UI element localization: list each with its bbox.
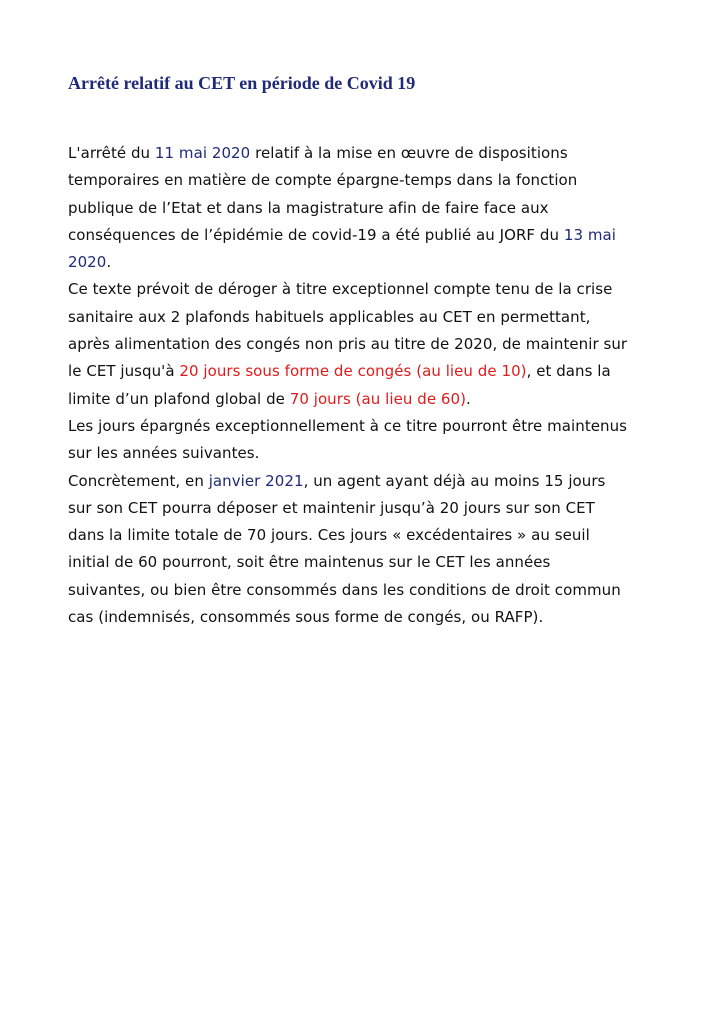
emphasis-highlight: 70 jours (au lieu de 60)	[289, 389, 467, 408]
text-segment: conséquences de l’épidémie de covid-19 a été publié au JORF du	[68, 225, 564, 244]
article-body	[68, 140, 668, 631]
text-segment: sur son CET pourra déposer et maintenir jusqu’à 20 jours sur son CET	[68, 498, 595, 517]
date-highlight: 2020	[68, 253, 107, 272]
text-segment: Les jours épargnés exceptionnellement à ce titre pourront être maintenus	[68, 416, 628, 435]
text-segment: relatif à la mise en œuvre de dispositions	[250, 144, 568, 162]
text-line	[68, 549, 668, 576]
text-segment: après alimentation des congés non pris au titre de 2020, de maintenir sur	[68, 335, 628, 354]
text-segment: sur les années suivantes.	[68, 444, 260, 463]
text-line	[68, 522, 668, 549]
date-highlight: 13 mai	[563, 225, 617, 244]
text-line	[68, 604, 668, 631]
text-line	[68, 495, 668, 522]
date-highlight: 11 mai 2020	[154, 144, 251, 162]
text-segment: cas (indemnisés, consommés sous forme de congés, ou RAFP).	[68, 608, 544, 627]
date-highlight: janvier 2021	[208, 471, 304, 490]
text-line	[68, 167, 668, 194]
text-line	[68, 577, 668, 604]
text-segment: publique de l’Etat et dans la magistrature afin de faire face aux	[68, 198, 549, 217]
text-line	[68, 276, 668, 303]
text-line	[68, 195, 668, 222]
text-segment: initial de 60 pourront, soit être maintenus sur le CET les années	[68, 553, 551, 572]
emphasis-highlight: 20 jours sous forme de congés (au lieu de 10)	[179, 362, 527, 381]
text-line	[68, 413, 668, 440]
text-segment: , un agent ayant déjà au moins 15 jours	[303, 471, 606, 490]
text-line	[68, 331, 668, 358]
text-segment: Ce texte prévoit de déroger à titre exceptionnel compte tenu de la crise	[68, 280, 613, 299]
page-title: Arrêté relatif au CET en période de Covid 19	[68, 73, 416, 93]
text-line	[68, 386, 668, 413]
text-segment: , et dans la	[526, 362, 611, 381]
text-segment: Concrètement, en	[68, 471, 209, 490]
text-segment: .	[466, 389, 471, 408]
text-line	[68, 140, 668, 167]
text-line	[68, 440, 668, 467]
text-segment: L'arrêté du	[68, 144, 155, 162]
text-line	[68, 468, 668, 495]
text-segment: dans la limite totale de 70 jours. Ces jours « excédentaires » au seuil	[68, 526, 590, 545]
text-segment: sanitaire aux 2 plafonds habituels applicables au CET en permettant,	[68, 307, 591, 326]
text-segment: limite d’un plafond global de	[68, 389, 290, 408]
text-segment: temporaires en matière de compte épargne-temps dans la fonction	[68, 171, 578, 190]
text-line	[68, 222, 668, 249]
text-line	[68, 358, 668, 385]
text-segment: le CET jusqu'à	[68, 362, 180, 381]
text-segment: .	[106, 253, 112, 272]
text-line	[68, 249, 668, 276]
text-line	[68, 304, 668, 331]
text-segment: suivantes, ou bien être consommés dans les conditions de droit commun	[68, 580, 621, 599]
